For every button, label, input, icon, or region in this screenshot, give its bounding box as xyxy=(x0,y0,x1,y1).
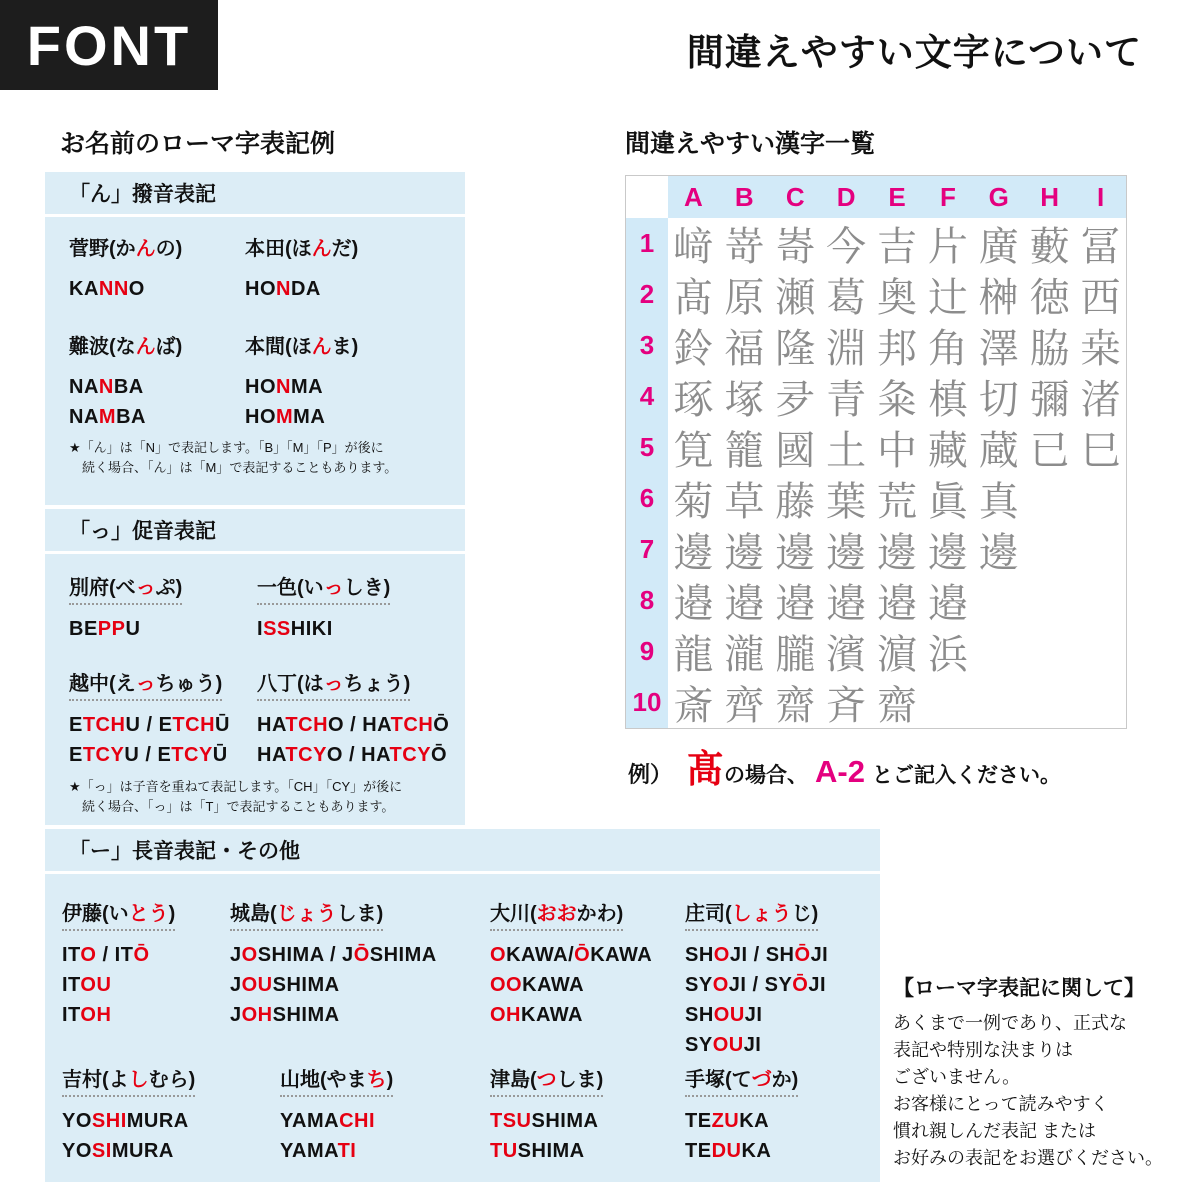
logo-text: FONT xyxy=(26,13,192,77)
example-suffix: とご記入ください。 xyxy=(871,764,1061,787)
name-entry xyxy=(257,571,390,644)
section-header xyxy=(45,829,880,874)
kanji-cell: 原 xyxy=(719,269,770,320)
name-romaji: OHKAWA xyxy=(490,1004,583,1026)
column-letter: D xyxy=(821,176,872,218)
page-title: 間違えやすい文字について xyxy=(686,32,1142,73)
row-number: 3 xyxy=(626,320,668,371)
column-letter: A xyxy=(668,176,719,218)
name-romaji: HONDA xyxy=(245,278,321,300)
section-note xyxy=(69,777,402,817)
kanji-cell: 菊 xyxy=(668,473,719,524)
kanji-cell: 脇 xyxy=(1024,320,1075,371)
kanji-cell: 齊 xyxy=(719,677,770,728)
column-letter: C xyxy=(770,176,821,218)
kanji-cell: 邉 xyxy=(719,575,770,626)
name-entry xyxy=(245,330,358,432)
kanji-cell: 渚 xyxy=(1075,371,1126,422)
kanji-cell: 藤 xyxy=(770,473,821,524)
name-romaji: TEZUKA xyxy=(685,1110,770,1132)
column-letter: G xyxy=(973,176,1024,218)
section-title: 「ー」長音表記・その他 xyxy=(69,840,300,863)
section-note-line: 続く場合、「ん」は「M」で表記することもあります。 xyxy=(69,460,398,475)
kanji-cell: 福 xyxy=(719,320,770,371)
kanji-cell: 塚 xyxy=(719,371,770,422)
kanji-cell: 葛 xyxy=(821,269,872,320)
column-letter: F xyxy=(922,176,973,218)
name-entry xyxy=(490,897,652,1030)
section-note xyxy=(69,438,397,478)
kanji-cell xyxy=(1075,524,1126,575)
kanji-cell: 夛 xyxy=(770,371,821,422)
name-japanese: 庄司(しょうじ) xyxy=(685,897,818,931)
romanization-note-body xyxy=(893,1010,1193,1172)
kanji-cell: 﨑 xyxy=(668,218,719,269)
kanji-cell xyxy=(1024,575,1075,626)
name-romaji: JOSHIMA / JŌSHIMA xyxy=(230,944,437,966)
name-japanese: 越中(えっちゅう) xyxy=(69,667,222,701)
example-kanji: 髙 xyxy=(686,749,725,791)
kanji-cell: 澤 xyxy=(973,320,1024,371)
name-japanese: 菅野(かんの) xyxy=(69,238,183,260)
name-japanese: 大川(おおかわ) xyxy=(490,897,623,931)
kanji-cell: 荒 xyxy=(872,473,923,524)
kanji-cell: 髙 xyxy=(668,269,719,320)
example-prefix: 例） xyxy=(628,762,673,787)
name-entry xyxy=(69,571,182,644)
kanji-cell: 邊 xyxy=(922,524,973,575)
name-japanese: 別府(べっぷ) xyxy=(69,571,182,605)
kanji-cell: 邉 xyxy=(770,575,821,626)
name-entry xyxy=(69,330,182,432)
kanji-cell: 瀧 xyxy=(719,626,770,677)
name-entry xyxy=(62,897,175,1030)
name-romaji: HATCHO / HATCHŌ xyxy=(257,714,450,736)
kanji-cell: 邊 xyxy=(719,524,770,575)
name-romaji: NAMBA xyxy=(69,406,146,428)
name-japanese: 津島(つしま) xyxy=(490,1063,603,1097)
kanji-cell: 蔵 xyxy=(973,422,1024,473)
kanji-cell xyxy=(1024,473,1075,524)
romanization-note-line: 表記や特別な決まりは xyxy=(893,1040,1073,1060)
name-romaji: KANNO xyxy=(69,278,145,300)
kanji-cell: 廣 xyxy=(973,218,1024,269)
name-romaji: OKAWA/ŌKAWA xyxy=(490,944,653,966)
name-entry xyxy=(685,1063,798,1166)
romanization-note xyxy=(893,972,1193,1172)
kanji-cell: 藏 xyxy=(922,422,973,473)
kanji-cell: 斉 xyxy=(821,677,872,728)
kanji-cell: 青 xyxy=(821,371,872,422)
kanji-cell: 邉 xyxy=(668,575,719,626)
name-japanese: 手塚(てづか) xyxy=(685,1063,798,1097)
kanji-cell: 朧 xyxy=(770,626,821,677)
name-romaji: ETCHU / ETCHŪ xyxy=(69,714,230,736)
kanji-cell: 斎 xyxy=(668,677,719,728)
name-romaji: SYOUJI xyxy=(685,1034,762,1056)
kanji-cell: 已 xyxy=(1024,422,1075,473)
kanji-cell xyxy=(1075,626,1126,677)
row-number: 5 xyxy=(626,422,668,473)
section-header xyxy=(45,172,465,217)
kanji-cell xyxy=(1024,524,1075,575)
romanization-note-line: お好みの表記をお選びください。 xyxy=(893,1148,1163,1168)
name-romaji: YOSIMURA xyxy=(62,1140,174,1162)
kanji-cell xyxy=(1075,575,1126,626)
name-japanese: 一色(いっしき) xyxy=(257,571,390,605)
kanji-cell: 瀬 xyxy=(770,269,821,320)
romanization-note-line: あくまで一例であり、正式な xyxy=(893,1013,1127,1033)
name-japanese: 城島(じょうしま) xyxy=(230,897,383,931)
kanji-cell: 邊 xyxy=(821,524,872,575)
name-romaji: OOKAWA xyxy=(490,974,585,996)
name-romaji: YAMACHI xyxy=(280,1110,376,1132)
section-note-line: ★「っ」は子音を重ねて表記します。「CH」「CY」が後に xyxy=(69,779,403,794)
kanji-cell: 粂 xyxy=(872,371,923,422)
kanji-cell: 邦 xyxy=(872,320,923,371)
kanji-cell: 琢 xyxy=(668,371,719,422)
romanization-note-line: 慣れ親しんだ表記 または xyxy=(893,1121,1096,1141)
name-romaji: SHOUJI xyxy=(685,1004,763,1026)
kanji-cell: 齋 xyxy=(872,677,923,728)
section-header xyxy=(45,509,465,554)
romanization-note-title: 【ローマ字表記に関して】 xyxy=(893,977,1145,1000)
kanji-cell: 片 xyxy=(922,218,973,269)
name-entry xyxy=(280,1063,393,1166)
section-sokuon xyxy=(45,505,465,825)
logo-box xyxy=(0,0,218,90)
name-japanese: 吉村(よしむら) xyxy=(62,1063,195,1097)
kanji-cell xyxy=(973,575,1024,626)
kanji-cell: 㟢 xyxy=(770,218,821,269)
column-letter: I xyxy=(1075,176,1126,218)
kanji-cell: 吉 xyxy=(872,218,923,269)
row-number: 7 xyxy=(626,524,668,575)
kanji-cell: 國 xyxy=(770,422,821,473)
romanization-note-line: お客様にとって読みやすく xyxy=(893,1094,1109,1114)
kanji-cell: 龍 xyxy=(668,626,719,677)
kanji-cell: 眞 xyxy=(922,473,973,524)
name-romaji: BEPPU xyxy=(69,618,141,640)
name-romaji: NANBA xyxy=(69,376,144,398)
kanji-cell xyxy=(1024,626,1075,677)
column-letter: H xyxy=(1024,176,1075,218)
name-romaji: ITO / ITŌ xyxy=(62,944,150,966)
name-entry xyxy=(69,667,230,770)
kanji-cell: 今 xyxy=(821,218,872,269)
section-title: 「ん」撥音表記 xyxy=(69,183,216,206)
kanji-cell: 彌 xyxy=(1024,371,1075,422)
kanji-cell: 草 xyxy=(719,473,770,524)
name-entry xyxy=(257,667,449,770)
kanji-cell: 隆 xyxy=(770,320,821,371)
name-entry xyxy=(69,232,182,304)
row-number: 8 xyxy=(626,575,668,626)
kanji-cell xyxy=(973,677,1024,728)
kanji-cell: 邊 xyxy=(872,524,923,575)
name-entry xyxy=(490,1063,603,1166)
kanji-cell: 真 xyxy=(973,473,1024,524)
kanji-cell: 冨 xyxy=(1075,218,1126,269)
kanji-cell: 辻 xyxy=(922,269,973,320)
name-entry xyxy=(230,897,437,1030)
name-romaji: SHOJI / SHŌJI xyxy=(685,944,829,966)
table-corner xyxy=(626,176,668,218)
row-number: 2 xyxy=(626,269,668,320)
name-romaji: HOMMA xyxy=(245,406,326,428)
name-romaji: ISSHIKI xyxy=(257,618,333,640)
kanji-cell: 邉 xyxy=(922,575,973,626)
name-japanese: 本田(ほんだ) xyxy=(245,238,359,260)
section-note-line: ★「ん」は「N」で表記します。「B」「M」「P」が後に xyxy=(69,440,384,455)
kanji-cell: 槙 xyxy=(922,371,973,422)
kanji-cell: 藪 xyxy=(1024,218,1075,269)
name-japanese: 山地(やまち) xyxy=(280,1063,393,1097)
name-romaji: ITOU xyxy=(62,974,112,996)
name-japanese: 八丁(はっちょう) xyxy=(257,667,410,701)
kanji-cell: 邊 xyxy=(973,524,1024,575)
kanji-cell: 中 xyxy=(872,422,923,473)
section-title: 「っ」促音表記 xyxy=(69,520,216,543)
name-romaji: JOUSHIMA xyxy=(230,974,340,996)
kanji-cell: 濵 xyxy=(872,626,923,677)
name-romaji: TUSHIMA xyxy=(490,1140,585,1162)
name-japanese: 難波(なんば) xyxy=(69,336,183,358)
name-entry xyxy=(245,232,358,304)
kanji-cell: 奥 xyxy=(872,269,923,320)
kanji-cell: 淵 xyxy=(821,320,872,371)
row-number: 4 xyxy=(626,371,668,422)
name-romaji: TSUSHIMA xyxy=(490,1110,599,1132)
kanji-cell: 巳 xyxy=(1075,422,1126,473)
kanji-cell xyxy=(922,677,973,728)
example-line xyxy=(628,738,1061,793)
kanji-cell: 邊 xyxy=(770,524,821,575)
kanji-cell: 土 xyxy=(821,422,872,473)
name-japanese: 本間(ほんま) xyxy=(245,336,359,358)
section-hatsuon xyxy=(45,172,465,505)
kanji-cell: 嵜 xyxy=(719,218,770,269)
kanji-table xyxy=(625,175,1127,729)
left-column-heading: お名前のローマ字表記例 xyxy=(60,130,336,158)
name-romaji: HATCYO / HATCYŌ xyxy=(257,744,448,766)
name-romaji: YAMATI xyxy=(280,1140,357,1162)
kanji-cell: 邉 xyxy=(821,575,872,626)
column-letter: E xyxy=(872,176,923,218)
section-note-line: 続く場合、「っ」は「T」で表記することもあります。 xyxy=(69,799,395,814)
kanji-cell xyxy=(1024,677,1075,728)
name-romaji: ITOH xyxy=(62,1004,112,1026)
kanji-cell: 齋 xyxy=(770,677,821,728)
row-number: 9 xyxy=(626,626,668,677)
name-entry xyxy=(62,1063,195,1166)
kanji-cell: 筧 xyxy=(668,422,719,473)
kanji-cell xyxy=(1075,473,1126,524)
kanji-cell: 濱 xyxy=(821,626,872,677)
name-romaji: TEDUKA xyxy=(685,1140,772,1162)
example-mid: の場合、 xyxy=(724,764,809,787)
kanji-cell: 角 xyxy=(922,320,973,371)
kanji-cell xyxy=(1075,677,1126,728)
kanji-cell: 西 xyxy=(1075,269,1126,320)
kanji-cell: 鈴 xyxy=(668,320,719,371)
kanji-cell: 切 xyxy=(973,371,1024,422)
row-number: 1 xyxy=(626,218,668,269)
name-romaji: YOSHIMURA xyxy=(62,1110,189,1132)
name-japanese: 伊藤(いとう) xyxy=(62,897,175,931)
kanji-cell: 邊 xyxy=(668,524,719,575)
kanji-cell: 邉 xyxy=(872,575,923,626)
row-number: 10 xyxy=(626,677,668,728)
kanji-cell: 浜 xyxy=(922,626,973,677)
name-romaji: HONMA xyxy=(245,376,324,398)
kanji-cell: 徳 xyxy=(1024,269,1075,320)
section-choon xyxy=(45,825,880,1182)
kanji-cell: 榊 xyxy=(973,269,1024,320)
kanji-cell: 葉 xyxy=(821,473,872,524)
kanji-cell xyxy=(973,626,1024,677)
name-romaji: SYOJI / SYŌJI xyxy=(685,974,827,996)
kanji-cell: 籠 xyxy=(719,422,770,473)
name-entry xyxy=(685,897,828,1060)
name-romaji: JOHSHIMA xyxy=(230,1004,340,1026)
kanji-cell: 桒 xyxy=(1075,320,1126,371)
name-romaji: ETCYU / ETCYŪ xyxy=(69,744,228,766)
row-number: 6 xyxy=(626,473,668,524)
romanization-note-line: ございません。 xyxy=(893,1067,1021,1087)
column-letter: B xyxy=(719,176,770,218)
right-column-heading: 間違えやすい漢字一覧 xyxy=(625,130,876,158)
example-code: A-2 xyxy=(815,754,865,789)
